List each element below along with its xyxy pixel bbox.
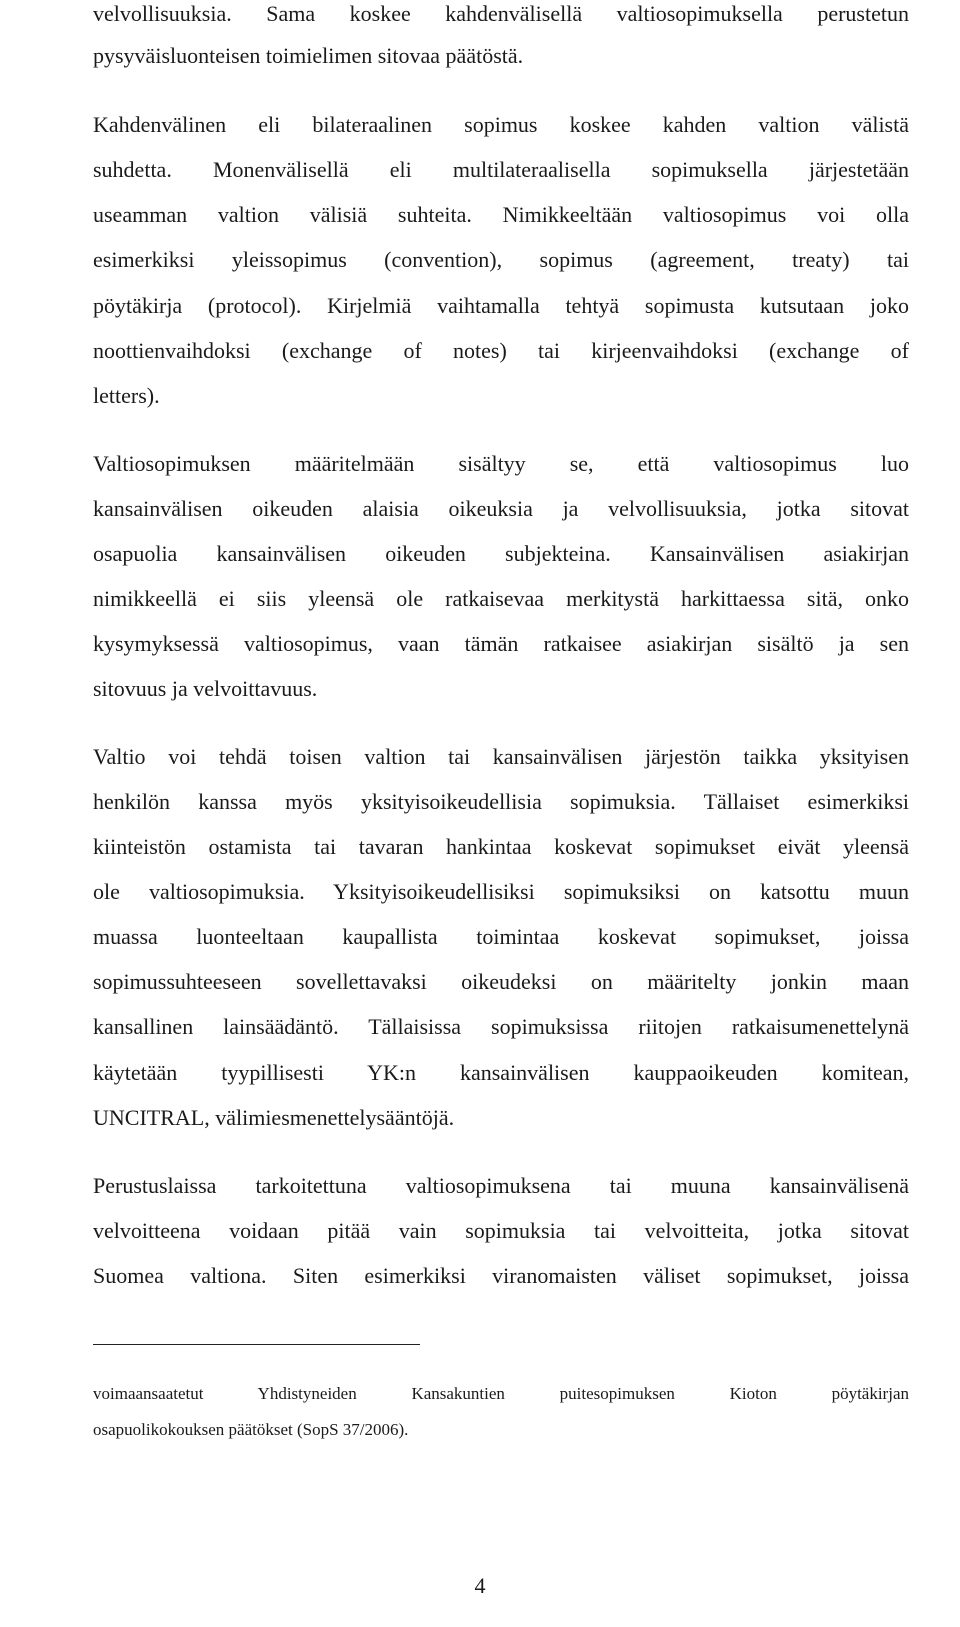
text-line: sopimussuhteeseen sovellettavaksi oikeudeksi on määritelty jonkin maan bbox=[93, 969, 909, 994]
text-line: pysyväisluonteisen toimielimen sitovaa päätöstä. bbox=[93, 43, 524, 68]
text-line: muassa luonteeltaan kaupallista toimintaa koskevat sopimukset, joissa bbox=[93, 924, 909, 949]
text-line: henkilön kanssa myös yksityisoikeudellisia sopimuksia. Tällaiset esimerkiksi bbox=[93, 789, 909, 814]
text-line: nimikkeellä ei siis yleensä ole ratkaisevaa merkitystä harkittaessa sitä, onko bbox=[93, 586, 909, 611]
text-line: ole valtiosopimuksia. Yksityisoikeudellisiksi sopimuksiksi on katsottu muun bbox=[93, 879, 909, 904]
text-line: kysymyksessä valtiosopimus, vaan tämän ratkaisee asiakirjan sisältö ja sen bbox=[93, 631, 909, 656]
text-line: Kahdenvälinen eli bilateraalinen sopimus koskee kahden valtion välistä bbox=[93, 112, 909, 137]
page-number: 4 bbox=[474, 1573, 486, 1598]
text-line: letters). bbox=[93, 383, 160, 408]
text-line: kiinteistön ostamista tai tavaran hankintaa koskevat sopimukset eivät yleensä bbox=[93, 834, 909, 859]
footnote-separator bbox=[93, 1344, 420, 1345]
footnote-line: voimaansaatetut Yhdistyneiden Kansakuntien puitesopimuksen Kioton pöytäkirjan bbox=[93, 1384, 909, 1403]
text-line: Perustuslaissa tarkoitettuna valtiosopimuksena tai muuna kansainvälisenä bbox=[93, 1173, 909, 1198]
text-line: suhdetta. Monenvälisellä eli multilateraalisella sopimuksella järjestetään bbox=[93, 157, 909, 182]
text-line: UNCITRAL, välimiesmenettelysääntöjä. bbox=[93, 1105, 455, 1130]
text-line: sitovuus ja velvoittavuus. bbox=[93, 676, 318, 701]
text-line: velvoitteena voidaan pitää vain sopimuksia tai velvoitteita, jotka sitovat bbox=[93, 1218, 909, 1243]
text-line: Suomea valtiona. Siten esimerkiksi viranomaisten väliset sopimukset, joissa bbox=[93, 1263, 909, 1288]
text-line: osapuolia kansainvälisen oikeuden subjekteina. Kansainvälisen asiakirjan bbox=[93, 541, 909, 566]
text-line: käytetään tyypillisesti YK:n kansainvälisen kauppaoikeuden komitean, bbox=[93, 1060, 909, 1085]
text-line: velvollisuuksia. Sama koskee kahdenvälisellä valtiosopimuksella perustetun bbox=[93, 1, 909, 26]
text-line: useamman valtion välisiä suhteita. Nimikkeeltään valtiosopimus voi olla bbox=[93, 202, 909, 227]
text-line: noottienvaihdoksi (exchange of notes) tai kirjeenvaihdoksi (exchange of bbox=[93, 338, 909, 363]
text-line: Valtiosopimuksen määritelmään sisältyy se, että valtiosopimus luo bbox=[93, 451, 909, 476]
text-line: kansainvälisen oikeuden alaisia oikeuksia ja velvollisuuksia, jotka sitovat bbox=[93, 496, 909, 521]
text-line: pöytäkirja (protocol). Kirjelmiä vaihtamalla tehtyä sopimusta kutsutaan joko bbox=[93, 293, 909, 318]
text-line: esimerkiksi yleissopimus (convention), sopimus (agreement, treaty) tai bbox=[93, 247, 909, 272]
text-line: kansallinen lainsäädäntö. Tällaisissa sopimuksissa riitojen ratkaisumenettelynä bbox=[93, 1014, 909, 1039]
text-line: Valtio voi tehdä toisen valtion tai kansainvälisen järjestön taikka yksityisen bbox=[93, 744, 909, 769]
footnote-line: osapuolikokouksen päätökset (SopS 37/2006). bbox=[93, 1420, 409, 1439]
